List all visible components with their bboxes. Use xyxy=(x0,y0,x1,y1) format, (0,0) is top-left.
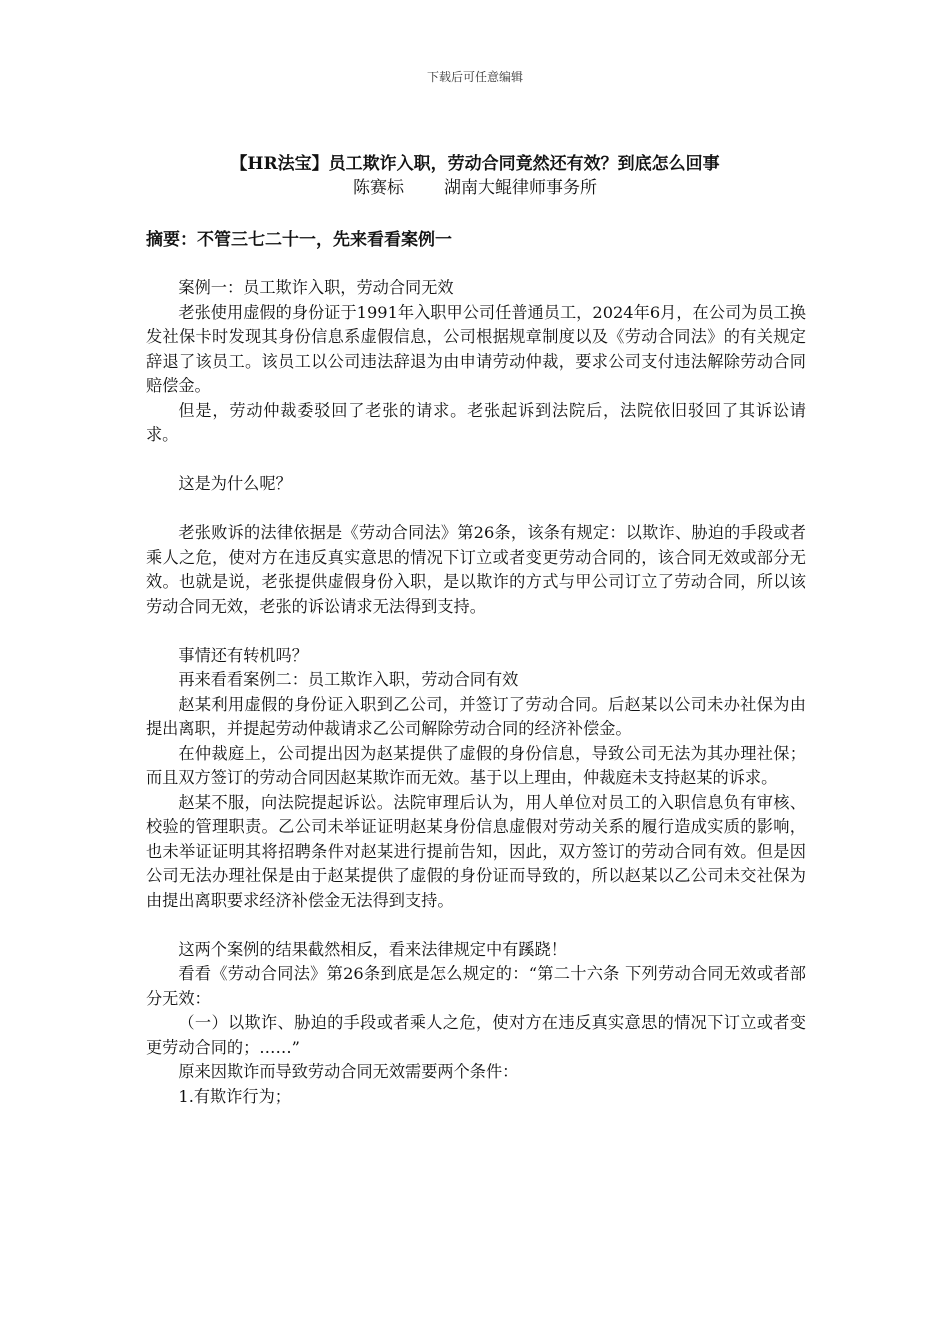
case-one-heading: 案例一：员工欺诈入职，劳动合同无效 xyxy=(178,278,454,297)
document-title: 【HR法宝】员工欺诈入职，劳动合同竟然还有效？到底怎么回事 xyxy=(230,154,720,174)
paragraph: 赵某利用虚假的身份证入职到乙公司，并签订了劳动合同。后赵某以公司未办社保为由提出离职，并提起劳动仲裁请求乙公司解除劳动合同的经济补偿金。 xyxy=(146,694,806,738)
byline xyxy=(0,176,950,200)
paragraph: 在仲裁庭上，公司提出因为赵某提供了虚假的身份信息，导致公司无法为其办理社保；而且双方签订的劳动合同因赵某欺诈而无效。基于以上理由，仲裁庭未支持赵某的诉求。 xyxy=(146,743,806,787)
case-two-heading: 再来看看案例二：员工欺诈入职，劳动合同有效 xyxy=(178,670,519,689)
paragraph: 这是为什么呢？ xyxy=(178,474,292,493)
law-firm-name: 湖南大鲲律师事务所 xyxy=(444,178,597,198)
abstract-heading: 摘要：不管三七二十一，先来看看案例一 xyxy=(146,230,452,250)
paragraph: 但是，劳动仲裁委驳回了老张的请求。老张起诉到法院后，法院依旧驳回了其诉讼请求。 xyxy=(146,400,806,444)
paragraph: 赵某不服，向法院提起诉讼。法院审理后认为，用人单位对员工的入职信息负有审核、校验的管理职责。乙公司未举证证明赵某身份信息虚假对劳动关系的履行造成实质的影响，也未举证证明其将招聘条件对赵某进行提前告知，因此，双方签订的劳动合同有效。但是因公司无法办理社保是由于赵某提供了虚假的身份证而导致的，所以赵某以乙公司未交社保为由提出离职要求经济补偿金无法得到支持。 xyxy=(146,792,806,910)
paragraph: 事情还有转机吗？ xyxy=(178,645,308,665)
paragraph: 老张败诉的法律依据是《劳动合同法》第26条，该条有规定：以欺诈、胁迫的手段或者乘人之危，使对方在违反真实意思的情况下订立或者变更劳动合同的，该合同无效或部分无效。也就是说，老张提供虚假身份入职，是以欺诈的方式与甲公司订立了劳动合同，所以该劳动合同无效，老张的诉讼请求无法得到支持。 xyxy=(146,523,806,616)
paragraph: 原来因欺诈而导致劳动合同无效需要两个条件： xyxy=(178,1062,519,1081)
law-clause: （一）以欺诈、胁迫的手段或者乘人之危，使对方在违反真实意思的情况下订立或者变更劳动合同的；……” xyxy=(146,1013,806,1057)
author-name: 陈赛标 xyxy=(353,178,404,198)
header-note: 下载后可任意编辑 xyxy=(426,70,523,84)
paragraph: 这两个案例的结果截然相反，看来法律规定中有蹊跷！ xyxy=(178,939,567,959)
list-item: 1.有欺诈行为； xyxy=(178,1086,291,1106)
paragraph: 老张使用虚假的身份证于1991年入职甲公司任普通员工，2024年6月，在公司为员工换发社保卡时发现其身份信息系虚假信息，公司根据规章制度以及《劳动合同法》的有关规定辞退了该员工。该员工以公司违法辞退为由申请劳动仲裁，要求公司支付违法解除劳动合同赔偿金。 xyxy=(146,302,806,395)
body-text xyxy=(146,276,806,1109)
paragraph: 看看《劳动合同法》第26条到底是怎么规定的：“第二十六条 下列劳动合同无效或者部分无效： xyxy=(146,964,806,1008)
